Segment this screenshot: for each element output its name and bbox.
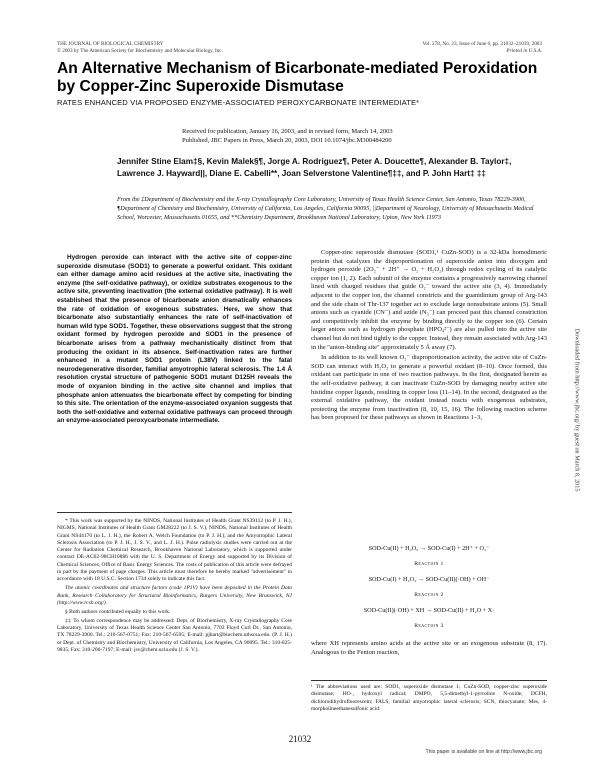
reaction-3-equation: SOD-Cu(II)(·OH) + XH → SOD-Cu(II) + H₂O + X· [363,607,495,614]
abstract: Hydrogen peroxide can interact with the active site of copper-zinc superoxide dismutase (SOD1) to generate a powerful oxidant. This oxidant can either damage amino acid residues at the active site, inactivating the enzyme (the self-oxidative pathway), or oxidize substrates exogenous to the active site, preventing inactivation (the external oxidative pathway). It is well established that the presence of bicarbonate anion dramatically enhances the rate of oxidation of exogenous substrates. Here, we show that bicarbonate also substantially enhances the rate of self-inactivation of human wild type SOD1. Together, these observations suggest that the strong oxidant formed by hydrogen peroxide and SOD1 in the presence of bicarbonate arises from a pathway mechanistically distinct from that producing the oxidant in its absence. Self-inactivation rates are further enhanced in a mutant SOD1 protein (L38V) linked to the fatal neurodegenerative disorder, familial amyotrophic lateral sclerosis. The 1.4 Å resolution crystal structure of pathogenic SOD1 mutant D125H reveals the mode of oxyanion binding in the active site channel and implies that phosphate anion attenuates the bicarbonate effect by competing for binding to this site. The orientation of the enzyme-associated oxyanion suggests that both the self-oxidative and external oxidative pathways can proceed through an enzyme-associated peroxycarbonate intermediate. [57,254,292,425]
footnotes [57,518,292,656]
copyright: © 2003 by The American Society for Biochemistry and Molecular Biology, Inc. [57,48,223,54]
body-text [311,249,547,425]
reaction-1-label: Reaction 1 [414,561,444,567]
body-paragraph: Copper-zinc superoxide dismutase (SOD1,¹ CuZn-SOD) is a 32-kDa homodimeric protein that catalyzes the disproportionation of superoxide anion into dioxygen and hydrogen peroxide (2O₂⁻ + 2H⁺ → O₂ + H₂O₂) through redox cycling of its catalytic copper ion (1, 2). Each subunit of the enzyme contains a progressively narrowing channel lined with charged residues that guide O₂⁻ toward the active site (3, 4). Immediately adjacent to the copper ion, the channel constricts and the guanidinium group of Arg-143 and the side chain of Thr-137 together act to exclude large nonsubstrate anions (5). Small anions such as cyanide (CN⁻) and azide (N₃⁻) can proceed past this channel constriction and competitively inhibit the enzyme by binding directly to the copper ion (6). Certain larger anions such as hydrogen phosphate (HPO₄²⁻) are also pulled into the active site channel but do not bind tightly to the copper. Instead, they remain associated with Arg-143 in the "anion-binding site" approximately 5 Å away (7). [311,249,547,351]
correspondence-footnote: ‡‡ To whom correspondence may be addressed: Dept. of Biochemistry, X-ray Crystallography Core Laboratory, University of Texas Health Science Center San Antonio, 7703 Floyd Curl Dr., San Antonio, TX 78229-3900. Tel.: 210-567-0751; Fax: 210-567-6595; E-mail: pjhart@biochem.uthscsa.edu. (P. J. H.) or Dept. of Chemistry and Biochemistry, University of California, Los Angeles, CA 90095. Tel.: 310-825-9835; Fax: 310-206-7197; E-mail: jsv@chem.ucla.edu (J. S. V.). [57,617,292,653]
equal-contribution-footnote: § Both authors contributed equally to this work. [65,608,171,615]
journal-name: THE JOURNAL OF BIOLOGICAL CHEMISTRY [57,41,164,47]
right-footnote-rule [311,680,547,681]
funding-footnote: * This work was supported by the NINDS, National Institutes of Health Grant NS39112 (to P. J. H.), NIGMS, National Institutes of Health Grant GM28222 (to J. S. V.), NINDS, National Institutes of Health Grant NS44170 (to L. J. H.), the Robert A. Welch Foundation (to P. J. H.), and the Amyotrophic Lateral Sclerosis Association (to P. J. H., J. S. V., and L. J. H.). Pulse radiolysis studies were carried out at the Center for Radiation Chemical Research, Brookhaven National Laboratory, which is supported under contract DE-AC02-98CH10886 with the U. S. Department of Energy and supported by its Division of Chemical Sciences, Office of Basic Energy Sciences. The costs of publication of this article were defrayed in part by the payment of page charges. This article must therefore be hereby marked "advertisement" in accordance with 18 U.S.C. Section 1734 solely to indicate this fact. [57,518,292,583]
reaction-2-equation: SOD-Cu(I) + H₂O₂ → SOD-Cu(II)(·OH) + OH⁻ [368,576,490,583]
pdb-footnote: The atomic coordinates and structure factors (code 1P1V) have been deposited in the Protein Data Bank, Research Collaboratory for Structural Bioinformatics, Rutgers University, New Brunswick, NJ (http://www.rcsb.org/). [57,585,292,606]
affiliations: From the ‡Department of Biochemistry and the X-ray Crystallography Core Laboratory, University of Texas Health Science Center, San Antonio, Texas 78229-3900, ¶Department of Chemistry and Biochemistry, University of California, Los Angeles, California 90095, ||Department of Neurology, University of Massachusetts Medical School, Worcester, Massachusetts 01655, and **Chemistry Department, Brookhaven National Laboratory, Upton, New York 11973 [117,196,534,221]
reaction-1-equation: SOD-Cu(II) + H₂O₂ → SOD-Cu(I) + 2H⁺ + O₂⁻ [368,545,490,552]
footnote-rule [57,512,292,513]
after-equations-text: where XH represents amino acids at the active site or an exogenous substrate (8, 17). Analogous to the Fenton reaction, [311,640,547,656]
article-title: An Alternative Mechanism of Bicarbonate-mediated Peroxidation by Copper-Zinc Superoxide Dismutase [57,60,538,95]
body-paragraph: In addition to its well known O₂⁻ disproportionation activity, the active site of CuZn-SOD can interact with H₂O₂ to generate a powerful oxidant (8–10). Once formed, this oxidant can participate in one of two reaction pathways. In the first, designated herein as the self-oxidative pathway, it can inactivate CuZn-SOD by damaging nearby active site histidine copper ligands, resulting in copper loss (11–14). In the second, designated as the external oxidative pathway, the oxidant instead reacts with exogenous substrates, protecting the enzyme from inactivation (8, 10, 15, 16). The following reaction scheme has been proposed for these pathways as shown in Reactions 1–3, [311,354,547,422]
article-subtitle: RATES ENHANCED VIA PROPOSED ENZYME-ASSOCIATED PEROXYCARBONATE INTERMEDIATE* [57,98,420,107]
volume-info: Vol. 278, No. 23, Issue of June 6, pp. 21032–21039, 2003 [422,41,542,47]
journal-header-right [422,41,542,55]
page-number: 21032 [288,734,312,744]
abbreviations-footnote: ¹ The abbreviations used are: SOD1, superoxide dismutase 1; CuZn-SOD, copper-zinc superoxide dismutase; HO·, hydroxyl radical; DMPO, 5,5-dimethyl-1-pyrroline N-oxide; DCFH, dichlorodihydrofluorescein; FALS, familial amyotrophic lateral sclerosis; SCN, thiocyanate; Mes, 4-morpholineethanesulfonic acid. [311,684,547,712]
download-side-note: Downloaded from http://www.jbc.org/ by guest on March 8, 2015 [573,328,581,492]
journal-header-left [57,41,223,55]
printed-in: Printed in U.S.A. [506,48,542,54]
availability-note: This paper is available on line at http://www.jbc.org [425,749,542,755]
reaction-3-label: Reaction 3 [414,623,444,629]
reaction-2-label: Reaction 2 [414,592,444,598]
author-list: Jennifer Stine Elam‡§, Kevin Malek§¶, Jorge A. Rodriguez¶, Peter A. Doucette¶, Alexander B. Taylor‡, Lawrence J. Hayward||, Diane E. Cabelli**, Joan Selverstone Valentine¶‡‡, and P. John Hart‡ ‡‡ [117,157,512,178]
received-dates: Received for publication, January 16, 2003, and in revised form, March 14, 2003 Published, JBC Papers in Press, March 20, 2003, DOI 10.1074/jbc.M300484200 [182,128,393,144]
